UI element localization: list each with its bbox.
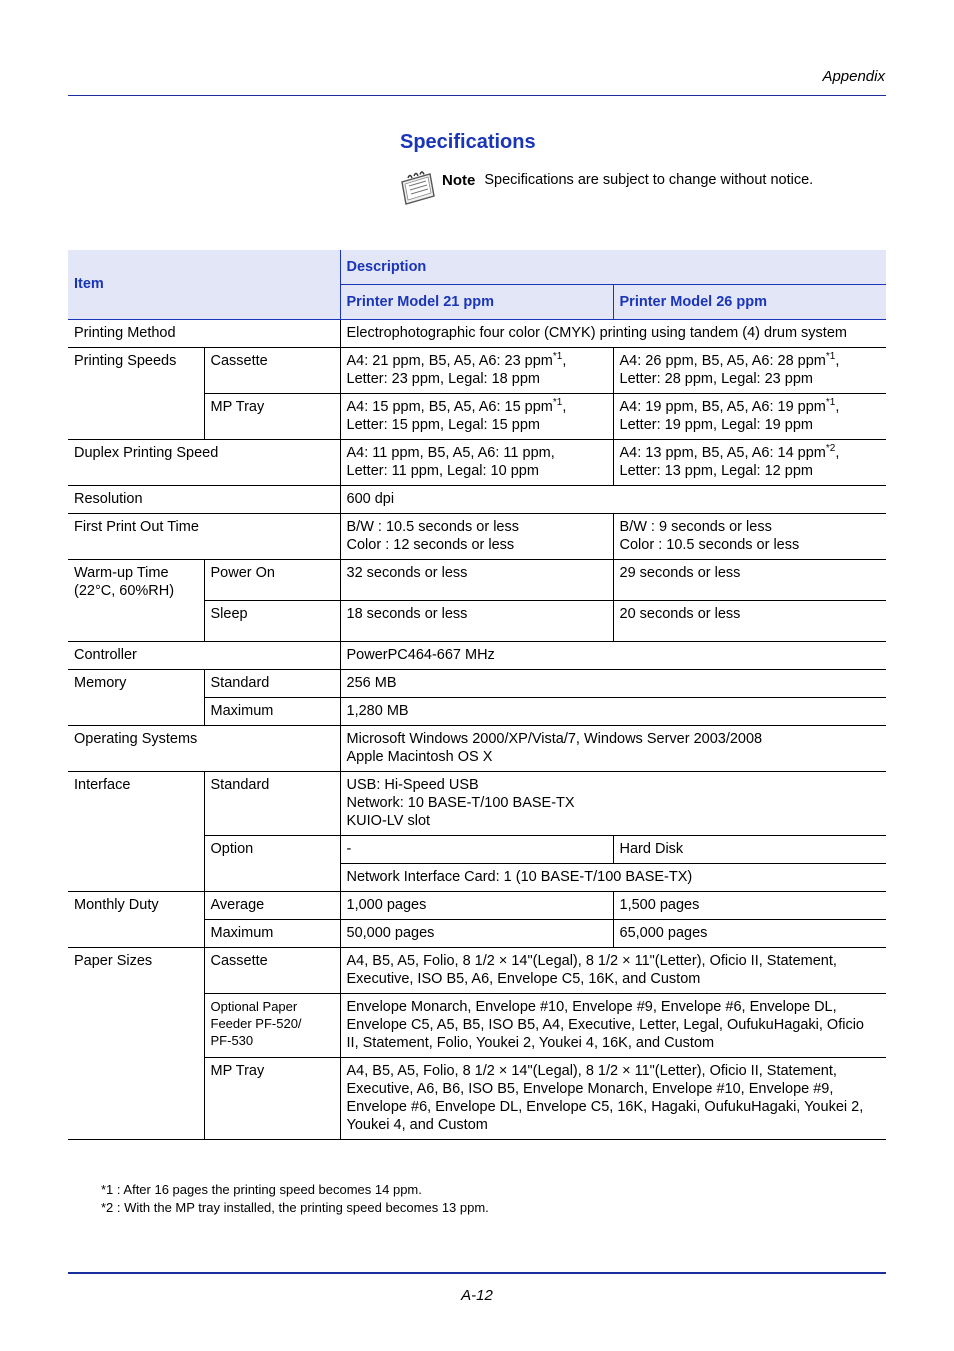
item-value: 600 dpi xyxy=(340,486,886,514)
item-value: USB: Hi-Speed USB Network: 10 BASE-T/100 BASE-TX KUIO-LV slot xyxy=(340,772,886,836)
table-row xyxy=(68,514,886,560)
running-head: Appendix xyxy=(822,68,885,85)
model-21-value: - xyxy=(340,836,613,864)
model-26-value: 29 seconds or less xyxy=(613,560,886,601)
model-26-value: Hard Disk xyxy=(613,836,886,864)
sub-item-label: Option xyxy=(204,836,340,892)
item-value: A4, B5, A5, Folio, 8 1/2 × 14"(Legal), 8 1/2 × 11"(Letter), Oficio II, Statement, Executive, A6, B6, ISO B5, Envelope Monarch, Envelope #10, Envelope #9, Envelope #6, Envelope DL, Envelope C5, 16K, Hagaki, OufukuHagaki, Youkei 2, Youkei 4, and Custom xyxy=(340,1058,886,1140)
model-26-value: 20 seconds or less xyxy=(613,601,886,642)
sub-item-label: Maximum xyxy=(204,920,340,948)
model-26-value: 65,000 pages xyxy=(613,920,886,948)
model-26-value: A4: 13 ppm, B5, A5, A6: 14 ppm$^{*2}$, Letter: 13 ppm, Legal: 12 ppm xyxy=(613,440,886,486)
sub-item-label: Power On xyxy=(204,560,340,601)
item-value: Microsoft Windows 2000/XP/Vista/7, Windows Server 2003/2008 Apple Macintosh OS X xyxy=(340,726,886,772)
model-26-value: A4: 19 ppm, B5, A5, A6: 19 ppm$^{*1}$, Letter: 19 ppm, Legal: 19 ppm xyxy=(613,394,886,440)
model-21-value: B/W : 10.5 seconds or less Color : 12 seconds or less xyxy=(340,514,613,560)
item-label: Printing Speeds xyxy=(68,348,204,440)
item-value: Envelope Monarch, Envelope #10, Envelope #9, Envelope #6, Envelope DL, Envelope C5, A5, B5, ISO B5, A4, Executive, Letter, Legal, OufukuHagaki, Oficio II, Statement, Folio, Youkei 2, Youkei 4, 16K, and Custom xyxy=(340,994,886,1058)
page-number: A-12 xyxy=(461,1287,493,1304)
item-label: Memory xyxy=(68,670,204,726)
model-26-value: B/W : 9 seconds or less Color : 10.5 seconds or less xyxy=(613,514,886,560)
item-value: 256 MB xyxy=(340,670,886,698)
model-26-value: A4: 26 ppm, B5, A5, A6: 28 ppm$^{*1}$, Letter: 28 ppm, Legal: 23 ppm xyxy=(613,348,886,394)
sub-item-label: Optional Paper Feeder PF-520/ PF-530 xyxy=(204,994,340,1058)
sub-item-label: MP Tray xyxy=(204,394,340,440)
item-label: Duplex Printing Speed xyxy=(68,440,340,486)
item-label: Monthly Duty xyxy=(68,892,204,948)
item-label: Printing Method xyxy=(68,320,340,348)
specifications-table xyxy=(68,250,886,1140)
header-model-21: Printer Model 21 ppm xyxy=(340,285,613,320)
model-21-value: A4: 15 ppm, B5, A5, A6: 15 ppm$^{*1}$, Letter: 15 ppm, Legal: 15 ppm xyxy=(340,394,613,440)
table-row xyxy=(68,560,886,601)
item-label: Interface xyxy=(68,772,204,892)
header-item: Item xyxy=(68,250,340,320)
sub-item-label: Maximum xyxy=(204,698,340,726)
footnotes xyxy=(101,1181,489,1217)
table-row xyxy=(68,320,886,348)
footnote: *1 : After 16 pages the printing speed becomes 14 ppm. xyxy=(101,1182,422,1197)
note-label: Note xyxy=(442,172,476,189)
page-title: Specifications xyxy=(400,131,536,153)
sub-item-label: Standard xyxy=(204,772,340,836)
item-label: Controller xyxy=(68,642,340,670)
item-value: Electrophotographic four color (CMYK) printing using tandem (4) drum system xyxy=(340,320,886,348)
item-value: PowerPC464-667 MHz xyxy=(340,642,886,670)
header-rule xyxy=(68,95,886,96)
table-row xyxy=(68,772,886,836)
footer-rule xyxy=(68,1272,886,1274)
sub-item-label: MP Tray xyxy=(204,1058,340,1140)
table-row xyxy=(68,726,886,772)
model-21-value: 50,000 pages xyxy=(340,920,613,948)
footnote: *2 : With the MP tray installed, the printing speed becomes 13 ppm. xyxy=(101,1200,489,1215)
sub-item-label: Sleep xyxy=(204,601,340,642)
sub-item-label: Standard xyxy=(204,670,340,698)
model-21-value: 1,000 pages xyxy=(340,892,613,920)
item-label: Resolution xyxy=(68,486,340,514)
table-row xyxy=(68,892,886,920)
item-label: Operating Systems xyxy=(68,726,340,772)
table-row xyxy=(68,670,886,698)
sub-item-label: Average xyxy=(204,892,340,920)
item-label: Warm-up Time (22°C, 60%RH) xyxy=(68,560,204,642)
item-label: Paper Sizes xyxy=(68,948,204,1140)
model-26-value: 1,500 pages xyxy=(613,892,886,920)
item-label: First Print Out Time xyxy=(68,514,340,560)
table-row xyxy=(68,642,886,670)
table-row xyxy=(68,348,886,394)
item-value: 1,280 MB xyxy=(340,698,886,726)
header-description: Description xyxy=(340,250,886,285)
note-pad-icon xyxy=(400,170,438,206)
sub-item-label: Cassette xyxy=(204,348,340,394)
table-row xyxy=(68,486,886,514)
sub-item-label: Cassette xyxy=(204,948,340,994)
item-value: Network Interface Card: 1 (10 BASE-T/100 BASE-TX) xyxy=(340,864,886,892)
header-model-26: Printer Model 26 ppm xyxy=(613,285,886,320)
note-text: Specifications are subject to change without notice. xyxy=(484,172,814,188)
item-value: A4, B5, A5, Folio, 8 1/2 × 14"(Legal), 8 1/2 × 11"(Letter), Oficio II, Statement, Executive, ISO B5, A6, Envelope C5, 16K, and Custom xyxy=(340,948,886,994)
model-21-value: 32 seconds or less xyxy=(340,560,613,601)
model-21-value: 18 seconds or less xyxy=(340,601,613,642)
note xyxy=(400,170,813,206)
model-21-value: A4: 11 ppm, B5, A5, A6: 11 ppm, Letter: 11 ppm, Legal: 10 ppm xyxy=(340,440,613,486)
model-21-value: A4: 21 ppm, B5, A5, A6: 23 ppm$^{*1}$, Letter: 23 ppm, Legal: 18 ppm xyxy=(340,348,613,394)
table-row xyxy=(68,948,886,994)
table-row xyxy=(68,440,886,486)
